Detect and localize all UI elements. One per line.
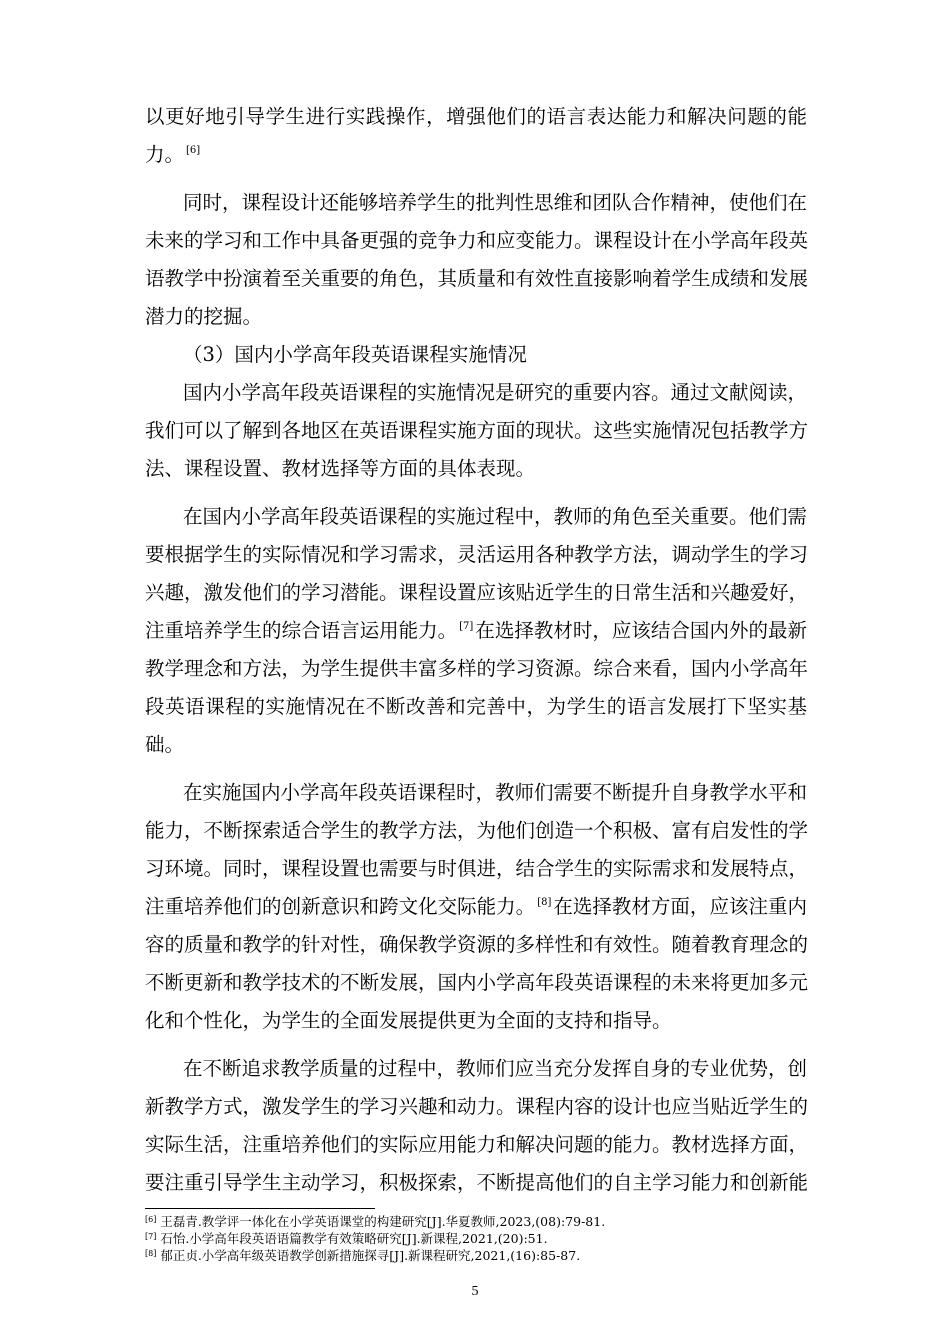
footnote: [6] 王磊青.教学评一体化在小学英语课堂的构建研究[J].华夏教师,2023,(08):79-81. <box>145 1214 606 1229</box>
body-line: 在不断追求教学质量的过程中，教师们应当充分发挥自身的专业优势，创 <box>183 1057 808 1080</box>
body-line: 段英语课程的实施情况在不断改善和完善中，为学生的语言发展打下坚实基 <box>145 695 807 718</box>
body-line: 化和个性化，为学生的全面发展提供更为全面的支持和指导。 <box>145 1009 672 1032</box>
citation-ref: [7] <box>459 621 474 632</box>
body-line: 注重培养学生的综合语言运用能力。 [7] 在选择教材时，应该结合国内外的最新 <box>145 619 807 642</box>
body-line: 语教学中扮演着至关重要的角色，其质量和有效性直接影响着学生成绩和发展 <box>145 267 809 290</box>
body-line: 在国内小学高年段英语课程的实施过程中，教师的角色至关重要。他们需 <box>183 505 808 528</box>
body-line: 习环境。同时，课程设置也需要与时俱进，结合学生的实际需求和发展特点， <box>145 857 809 880</box>
body-line: 兴趣，激发他们的学习潜能。课程设置应该贴近学生的日常生活和兴趣爱好， <box>145 581 809 604</box>
body-line: 新教学方式，激发学生的学习兴趣和动力。课程内容的设计也应当贴近学生的 <box>145 1095 809 1118</box>
body-line: 潜力的挖掘。 <box>145 305 263 328</box>
body-line: 未来的学习和工作中具备更强的竞争力和应变能力。课程设计在小学高年段英 <box>145 229 809 252</box>
body-line: 国内小学高年段英语课程的实施情况是研究的重要内容。通过文献阅读， <box>183 381 808 404</box>
body-line: 不断更新和教学技术的不断发展，国内小学高年段英语课程的未来将更加多元 <box>145 971 809 994</box>
body-line: 实际生活，注重培养他们的实际应用能力和解决问题的能力。教材选择方面， <box>145 1133 809 1156</box>
body-line: 同时，课程设计还能够培养学生的批判性思维和团队合作精神，使他们在 <box>183 191 808 214</box>
section-heading: （3）国内小学高年段英语课程实施情况 <box>183 343 527 366</box>
citation-ref: [6] <box>186 145 201 156</box>
body-line: 在实施国内小学高年段英语课程时，教师们需要不断提升自身教学水平和 <box>183 781 808 804</box>
footnote: [7] 石怡.小学高年段英语语篇教学有效策略研究[J].新课程,2021,(20):51. <box>145 1231 548 1246</box>
body-line: 注重培养他们的创新意识和跨文化交际能力。 [8] 在选择教材方面，应该注重内 <box>145 895 807 918</box>
body-line: 能力，不断探索适合学生的教学方法，为他们创造一个积极、富有启发性的学 <box>145 819 809 842</box>
body-line: 要注重引导学生主动学习，积极探索，不断提高他们的自主学习能力和创新能 <box>145 1171 809 1194</box>
body-line: 础。 <box>145 733 185 756</box>
body-line: 要根据学生的实际情况和学习需求，灵活运用各种教学方法，调动学生的学习 <box>145 543 809 566</box>
footnote: [8] 郁正贞.小学高年级英语教学创新措施探寻[J].新课程研究,2021,(16):85-87. <box>145 1248 581 1263</box>
body-line: 容的质量和教学的针对性，确保教学资源的多样性和有效性。随着教育理念的 <box>145 933 809 956</box>
body-line: 法、课程设置、教材选择等方面的具体表现。 <box>145 457 536 480</box>
page-number: 5 <box>471 1284 479 1299</box>
body-line: 我们可以了解到各地区在英语课程实施方面的现状。这些实施情况包括教学方 <box>145 419 809 442</box>
body-line: 以更好地引导学生进行实践操作，增强他们的语言表达能力和解决问题的能 <box>145 105 807 128</box>
footnote-divider <box>145 1208 375 1209</box>
citation-ref: [8] <box>537 897 552 908</box>
body-line: 教学理念和方法，为学生提供丰富多样的学习资源。综合来看，国内小学高年 <box>145 657 809 680</box>
body-line: 力。 [6] <box>145 143 201 166</box>
